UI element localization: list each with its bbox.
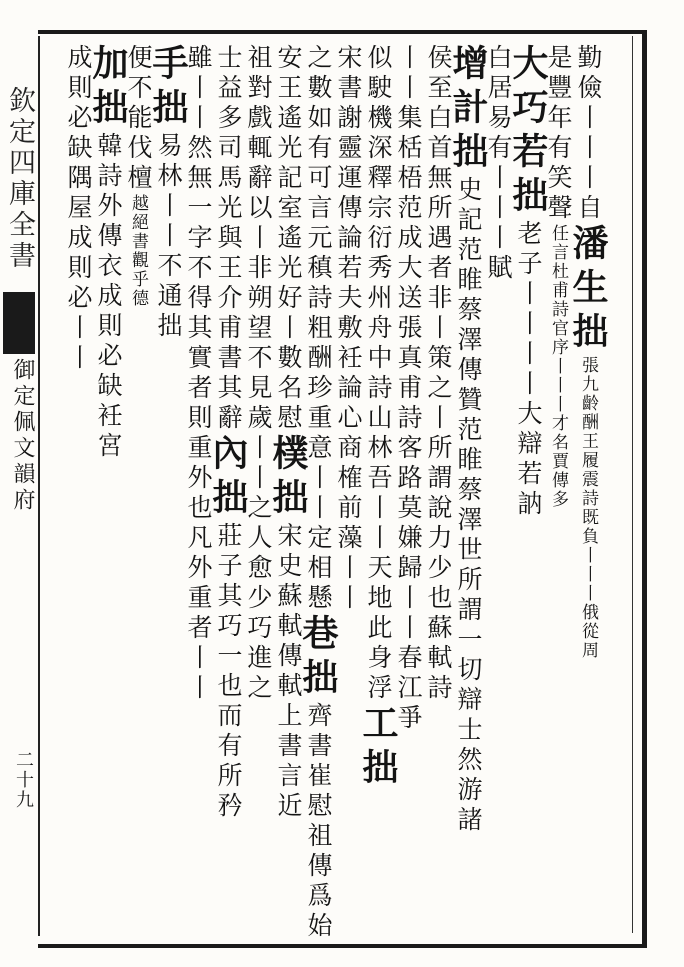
entry-heading: 樸拙 xyxy=(267,434,309,522)
text-column xyxy=(87,44,129,924)
text-column xyxy=(184,44,218,924)
body-text: 侯至白首無所遇者非丨策之丨所謂說力少也蘇軾詩 xyxy=(424,44,453,704)
text-column xyxy=(64,44,98,924)
body-text: 成則必缺隅屋成則必丨丨 xyxy=(64,44,93,374)
folio-number: 二十九 xyxy=(13,750,34,810)
body-text: 宋書謝靈運傳論若夫敷衽論心商榷前藻丨丨 xyxy=(334,44,363,614)
body-text: 宋史蘇軾傳軾上書言近 xyxy=(274,522,303,822)
body-text: 士益多司馬光與王介甫書其辭 xyxy=(214,44,243,434)
text-column xyxy=(244,44,278,924)
margin-column xyxy=(0,36,40,936)
margin-black-bar xyxy=(3,292,35,354)
text-column xyxy=(297,44,339,942)
body-text: 史記范睢蔡澤傳贊范睢蔡澤世所謂一切辯士然游諸 xyxy=(454,176,483,836)
text-column xyxy=(267,44,309,924)
body-text: 白居易有丨丨丨賦 xyxy=(484,44,513,284)
body-text: 易林丨丨不通拙 xyxy=(154,132,183,342)
entry-heading: 潘生拙 xyxy=(567,224,609,356)
body-text: 似駛機深釋宗衍秀州舟中詩山林吾丨丨天地此身浮 xyxy=(364,44,393,704)
body-text: 齊書崔慰祖傳爲始 xyxy=(304,702,333,942)
text-column xyxy=(334,44,368,924)
text-column xyxy=(544,44,578,924)
entry-heading: 巷拙 xyxy=(297,614,339,702)
text-column xyxy=(507,44,549,924)
book-title: 御定佩文韻府 xyxy=(10,358,35,514)
body-text: 之數如有可言元稹詩粗酬珍重意丨丨定相懸 xyxy=(304,44,333,614)
body-text: 丨丨集栝梧范成大送張真甫詩客路莫嫌歸丨丨春江爭 xyxy=(394,44,423,734)
entry-heading: 工拙 xyxy=(357,704,399,792)
text-column xyxy=(147,44,189,924)
body-text: 雖丨丨然無一字不得其實者 xyxy=(184,44,213,404)
annotation-text: 越絕書觀乎德 xyxy=(128,194,148,308)
text-column xyxy=(357,44,399,924)
annotation-text: 張九齡酬王履震詩既負丨丨丨俄從周 xyxy=(578,356,598,660)
body-text: 莊子其巧一也而有所矜 xyxy=(214,522,243,822)
entry-heading: 增計拙 xyxy=(447,44,489,176)
body-text: 歲丨丨之人愈少巧進之 xyxy=(244,404,273,704)
annotation-text: 任言杜甫詩官序丨丨丨才名賈傳多 xyxy=(548,224,568,509)
body-text: 是豐年有笑聲 xyxy=(544,44,573,224)
text-column xyxy=(124,44,158,924)
body-text: 祖對戲輒辭以丨非朔望不見 xyxy=(244,44,273,404)
text-column xyxy=(567,44,609,924)
entry-heading: 內拙 xyxy=(207,434,249,522)
body-text: 便不能伐檀 xyxy=(124,44,153,194)
body-text: 安王遙光記室遙光好丨數名慰 xyxy=(274,44,303,434)
entry-heading: 加拙 xyxy=(87,44,129,132)
text-column xyxy=(447,44,489,924)
body-text: 則重外也凡外重者丨丨 xyxy=(184,404,213,704)
text-column xyxy=(484,44,518,924)
entry-heading: 手拙 xyxy=(147,44,189,132)
text-column xyxy=(424,44,458,924)
text-column xyxy=(207,44,249,924)
entry-heading: 大巧若拙 xyxy=(507,44,549,220)
body-text: 勤儉丨丨丨自 xyxy=(574,44,603,224)
body-text: 韓詩外傳衣成則必缺衽宮 xyxy=(94,132,123,462)
body-text: 老子丨丨丨丨大辯若訥 xyxy=(514,220,543,520)
text-column xyxy=(394,44,428,924)
collection-title: 欽定四庫全書 xyxy=(4,86,35,272)
